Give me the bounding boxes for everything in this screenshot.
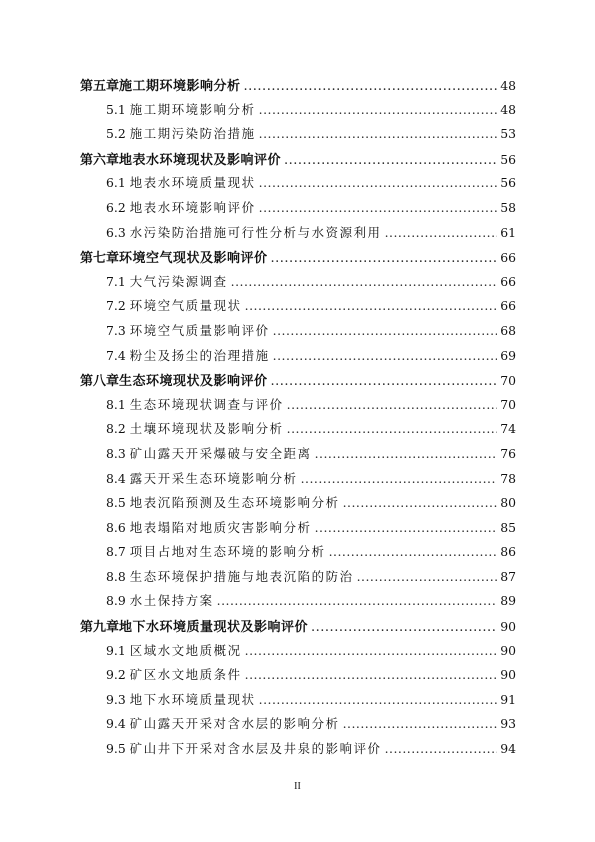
toc-entry-page: 66: [500, 273, 516, 289]
toc-dot-leader: [311, 620, 497, 635]
toc-entry-title: 施工期环境影响分析: [129, 101, 256, 117]
toc-entry-title: 地表水环境影响评价: [129, 199, 256, 215]
toc-entry-number: 7.2: [106, 298, 126, 314]
toc-entry-page: 94: [500, 741, 516, 757]
toc-dot-leader: [217, 593, 498, 608]
toc-entry-title: 矿山露天开采对含水层的影响分析: [129, 716, 340, 732]
toc-entry-number: 8.8: [106, 568, 126, 584]
toc-section-entry[interactable]: [80, 321, 516, 346]
toc-entry-number: 8.1: [106, 396, 126, 412]
toc-entry-page: 87: [500, 568, 516, 584]
toc-dot-leader: [259, 200, 498, 215]
toc-chapter-entry[interactable]: [80, 247, 516, 272]
toc-entry-title: 地下水环境质量现状: [129, 691, 256, 707]
toc-entry-number: 9.5: [106, 741, 126, 757]
toc-entry-title: 矿山露天开采爆破与安全距离: [129, 445, 312, 461]
toc-entry-page: 68: [500, 322, 516, 338]
toc-entry-page: 48: [500, 101, 516, 117]
toc-entry-page: 69: [500, 347, 516, 363]
toc-entry-page: 80: [500, 495, 516, 511]
toc-chapter-entry[interactable]: [80, 75, 516, 100]
toc-entry-title: 生态环境现状及影响评价: [119, 374, 268, 390]
toc-entry-page: 91: [500, 691, 516, 707]
toc-entry-title: 施工期环境影响分析: [119, 79, 241, 94]
toc-dot-leader: [315, 520, 498, 535]
toc-dot-leader: [357, 569, 498, 584]
toc-entry-number: 8.5: [106, 495, 126, 511]
toc-entry-number: 7.1: [106, 273, 126, 289]
toc-entry-number: 第八章: [80, 374, 120, 390]
page-number: II: [294, 781, 301, 792]
toc-entry-title: 矿山井下开采对含水层及井泉的影响评价: [129, 741, 382, 757]
toc-dot-leader: [273, 348, 498, 363]
toc-entry-page: 93: [500, 716, 516, 732]
toc-section-entry[interactable]: [80, 272, 516, 297]
toc-dot-leader: [385, 225, 498, 240]
toc-entry-title: 水污染防治措施可行性分析与水资源利用: [129, 224, 382, 240]
toc-chapter-entry[interactable]: [80, 370, 516, 395]
toc-dot-leader: [301, 471, 498, 486]
toc-entry-title: 矿区水文地质条件: [129, 667, 242, 683]
toc-section-entry[interactable]: [80, 419, 516, 444]
toc-entry-title: 环境空气现状及影响评价: [119, 251, 268, 267]
toc-entry-page: 76: [500, 445, 516, 461]
toc-dot-leader: [287, 397, 498, 412]
toc-dot-leader: [259, 692, 498, 707]
toc-entry-number: 第六章: [80, 152, 120, 168]
toc-entry-page: 56: [500, 151, 516, 167]
toc-section-entry[interactable]: [80, 100, 516, 125]
toc-entry-page: 66: [500, 250, 516, 266]
toc-entry-number: 9.4: [106, 716, 126, 732]
toc-entry-title: 大气污染源调查: [129, 273, 228, 289]
toc-dot-leader: [271, 374, 498, 389]
toc-dot-leader: [244, 79, 498, 94]
toc-entry-number: 7.4: [106, 347, 126, 363]
toc-section-entry[interactable]: [80, 690, 516, 715]
toc-entry-number: 7.3: [106, 322, 126, 338]
toc-entry-page: 90: [500, 619, 516, 635]
toc-entry-number: 6.3: [106, 224, 126, 240]
toc-section-entry[interactable]: [80, 493, 516, 518]
toc-entry-number: 8.9: [106, 593, 126, 609]
toc-section-entry[interactable]: [80, 469, 516, 494]
toc-entry-page: 74: [500, 421, 516, 437]
toc-section-entry[interactable]: [80, 124, 516, 149]
toc-section-entry[interactable]: [80, 591, 516, 616]
toc-entry-page: 89: [500, 593, 516, 609]
toc-section-entry[interactable]: [80, 198, 516, 223]
toc-entry-page: 85: [500, 519, 516, 535]
toc-entry-title: 区域水文地质概况: [129, 642, 242, 658]
toc-section-entry[interactable]: [80, 739, 516, 764]
toc-dot-leader: [271, 251, 498, 266]
toc-dot-leader: [343, 716, 498, 731]
toc-section-entry[interactable]: [80, 173, 516, 198]
toc-entry-number: 8.7: [106, 544, 126, 560]
toc-dot-leader: [245, 643, 498, 658]
toc-entry-title: 土壤环境现状及影响分析: [129, 421, 284, 437]
toc-dot-leader: [385, 741, 498, 756]
toc-entry-number: 第五章: [80, 79, 120, 94]
toc-section-entry[interactable]: [80, 395, 516, 420]
toc-entry-number: 8.2: [106, 421, 126, 437]
toc-section-entry[interactable]: [80, 223, 516, 248]
toc-entry-title: 项目占地对生态环境的影响分析: [129, 544, 326, 560]
toc-dot-leader: [284, 153, 497, 168]
toc-dot-leader: [343, 495, 498, 510]
toc-entry-number: 8.3: [106, 445, 126, 461]
toc-entry-page: 53: [500, 126, 516, 142]
toc-dot-leader: [231, 274, 498, 289]
toc-entry-number: 8.6: [106, 519, 126, 535]
toc-entry-number: 5.2: [106, 126, 126, 142]
toc-entry-page: 58: [500, 199, 516, 215]
toc-section-entry[interactable]: [80, 296, 516, 321]
toc-entry-title: 地表塌陷对地质灾害影响分析: [129, 519, 312, 535]
toc-entry-page: 90: [500, 667, 516, 683]
toc-entry-page: 70: [500, 396, 516, 412]
toc-entry-title: 粉尘及扬尘的治理措施: [129, 347, 270, 363]
toc-entry-number: 9.1: [106, 642, 126, 658]
toc-entry-number: 5.1: [106, 101, 126, 117]
toc-dot-leader: [259, 102, 498, 117]
toc-entry-title: 地下水环境质量现状及影响评价: [119, 620, 309, 636]
toc-dot-leader: [259, 175, 498, 190]
toc-entry-title: 地表沉陷预测及生态环境影响分析: [129, 495, 340, 511]
toc-entry-page: 48: [500, 78, 516, 93]
toc-entry-page: 66: [500, 298, 516, 314]
toc-entry-title: 生态环境保护措施与地表沉陷的防治: [129, 568, 354, 584]
toc-section-entry[interactable]: [80, 346, 516, 371]
toc-chapter-entry[interactable]: [80, 616, 516, 641]
toc-section-entry[interactable]: [80, 567, 516, 592]
toc-entry-page: 61: [500, 224, 516, 240]
toc-entry-page: 70: [500, 373, 516, 389]
toc-section-entry[interactable]: [80, 444, 516, 469]
toc-entry-page: 78: [500, 470, 516, 486]
toc-dot-leader: [287, 421, 498, 436]
table-of-contents: [80, 75, 516, 764]
toc-section-entry[interactable]: [80, 665, 516, 690]
toc-entry-number: 第九章: [80, 620, 120, 636]
toc-chapter-entry[interactable]: [80, 149, 516, 174]
toc-dot-leader: [329, 544, 498, 559]
toc-entry-page: 90: [500, 642, 516, 658]
toc-section-entry[interactable]: [80, 641, 516, 666]
toc-entry-title: 水土保持方案: [129, 593, 214, 609]
toc-entry-number: 9.2: [106, 667, 126, 683]
toc-entry-number: 6.1: [106, 175, 126, 191]
toc-entry-title: 施工期污染防治措施: [129, 126, 256, 142]
toc-entry-number: 6.2: [106, 199, 126, 215]
toc-dot-leader: [273, 323, 498, 338]
toc-entry-page: 56: [500, 175, 516, 191]
toc-entry-number: 9.3: [106, 691, 126, 707]
toc-dot-leader: [245, 667, 498, 682]
toc-entry-page: 86: [500, 544, 516, 560]
toc-dot-leader: [315, 446, 498, 461]
toc-entry-title: 地表水环境现状及影响评价: [119, 152, 282, 168]
toc-entry-number: 8.4: [106, 470, 126, 486]
toc-entry-title: 地表水环境质量现状: [129, 175, 256, 191]
toc-section-entry[interactable]: [80, 518, 516, 543]
toc-section-entry[interactable]: [80, 714, 516, 739]
toc-dot-leader: [259, 126, 498, 141]
toc-entry-title: 环境空气质量影响评价: [129, 322, 270, 338]
toc-entry-title: 露天开采生态环境影响分析: [129, 470, 298, 486]
toc-entry-number: 第七章: [80, 251, 120, 267]
toc-entry-title: 环境空气质量现状: [129, 298, 242, 314]
toc-entry-title: 生态环境现状调查与评价: [129, 396, 284, 412]
toc-dot-leader: [245, 298, 498, 313]
toc-section-entry[interactable]: [80, 542, 516, 567]
